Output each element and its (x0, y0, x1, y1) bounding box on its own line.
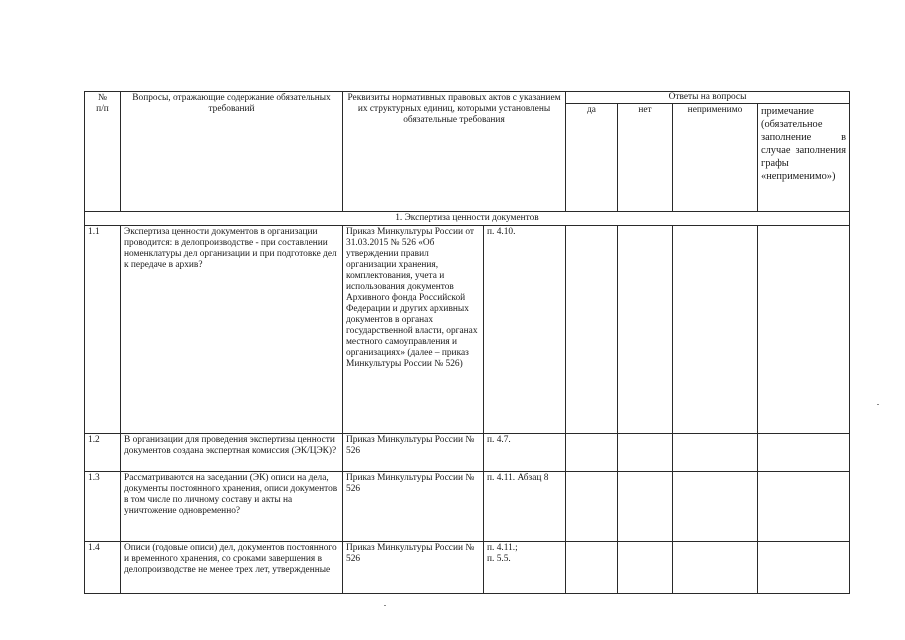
section-title: 1. Экспертиза ценности документов (395, 213, 539, 223)
answer-no-cell[interactable] (618, 434, 673, 472)
row-clause-text: п. 4.11. Абзац 8 (487, 473, 549, 483)
row-number-text: 1.3 (88, 473, 100, 483)
row-act-text: Приказ Минкультуры России № 526 (346, 543, 475, 564)
header-requisites-label: Реквизиты нормативных правовых актов с указанием их структурных единиц, которыми установлены обязательные требования (347, 93, 561, 125)
answer-not-applicable-cell[interactable] (673, 542, 758, 594)
header-num-label: № п/п (96, 93, 109, 114)
answer-note-cell[interactable] (758, 542, 850, 594)
row-clause-text: п. 4.11.; п. 5.5. (487, 543, 518, 564)
row-question-text: Экспертиза ценности документов в организации проводится: в делопроизводстве - при составлении номенклатуры дел организации и при подготовке дел к передаче в архив? (124, 227, 337, 270)
row-act-text: Приказ Минкультуры России № 526 (346, 435, 475, 456)
answer-note-cell[interactable] (758, 434, 850, 472)
row-question (121, 472, 343, 542)
header-answers (566, 92, 850, 104)
answer-yes-cell[interactable] (566, 434, 618, 472)
answer-not-applicable-cell[interactable] (673, 434, 758, 472)
answer-no-cell[interactable] (618, 472, 673, 542)
answer-not-applicable-cell[interactable] (673, 226, 758, 434)
row-clause-text: п. 4.7. (487, 435, 511, 445)
section-row (85, 212, 850, 226)
row-number-text: 1.1 (88, 227, 100, 237)
header-yes (566, 104, 618, 212)
answer-yes-cell[interactable] (566, 226, 618, 434)
row-act (343, 226, 484, 434)
table-row (85, 434, 850, 472)
row-act (343, 542, 484, 594)
row-number (85, 226, 121, 434)
answer-yes-cell[interactable] (566, 472, 618, 542)
section-title-cell (85, 212, 850, 226)
row-question (121, 434, 343, 472)
header-note-label: примечание (обязательное заполнение в случае заполнения графы «неприменимо») (761, 106, 846, 182)
header-note (758, 104, 850, 212)
compliance-checklist-table (84, 91, 850, 594)
answer-note-cell[interactable] (758, 226, 850, 434)
answer-yes-cell[interactable] (566, 542, 618, 594)
row-act-text: Приказ Минкультуры России № 526 (346, 473, 475, 494)
header-no (618, 104, 673, 212)
table-row (85, 472, 850, 542)
header-questions-label: Вопросы, отражающие содержание обязательных требований (132, 93, 331, 114)
table-row (85, 226, 850, 434)
row-act (343, 472, 484, 542)
header-row-top (85, 92, 850, 104)
row-clause (484, 472, 566, 542)
header-num (85, 92, 121, 212)
row-number (85, 542, 121, 594)
row-number-text: 1.2 (88, 435, 100, 445)
row-question-text: В организации для проведения экспертизы ценности документов создана экспертная комиссия (ЭК/ЦЭК)? (124, 435, 337, 456)
header-questions (121, 92, 343, 212)
scan-speck (877, 404, 879, 405)
row-clause-text: п. 4.10. (487, 227, 516, 237)
answer-no-cell[interactable] (618, 542, 673, 594)
row-act (343, 434, 484, 472)
row-number (85, 472, 121, 542)
header-yes-label: да (587, 105, 596, 115)
header-requisites (343, 92, 566, 212)
row-question (121, 226, 343, 434)
row-clause (484, 434, 566, 472)
header-not-applicable (673, 104, 758, 212)
row-number-text: 1.4 (88, 543, 100, 553)
row-number (85, 434, 121, 472)
header-not-applicable-label: неприменимо (687, 105, 743, 115)
answer-note-cell[interactable] (758, 472, 850, 542)
header-no-label: нет (638, 105, 652, 115)
row-question-text: Рассматриваются на заседании (ЭК) описи на дела, документы постоянного хранения, описи документов в том числе по личному составу и акты на уничтожение одновременно? (124, 473, 338, 516)
row-question (121, 542, 343, 594)
row-clause (484, 542, 566, 594)
row-clause (484, 226, 566, 434)
header-answers-label: Ответы на вопросы (668, 92, 747, 102)
row-question-text: Описи (годовые описи) дел, документов постоянного и временного хранения, со сроками завершения в делопроизводстве не менее трех лет, утвержденные (124, 543, 337, 575)
answer-not-applicable-cell[interactable] (673, 472, 758, 542)
row-act-text: Приказ Минкультуры России от 31.03.2015 № 526 «Об утверждении правил организации хранения, комплектования, учета и использования документов Архивного фонда Российской Федерации и других архивных документов в органах государственной власти, органах местного самоуправления и организациях» (далее – приказ Минкультуры России № 526) (346, 227, 478, 369)
answer-no-cell[interactable] (618, 226, 673, 434)
scan-speck (384, 605, 386, 606)
table-row (85, 542, 850, 594)
